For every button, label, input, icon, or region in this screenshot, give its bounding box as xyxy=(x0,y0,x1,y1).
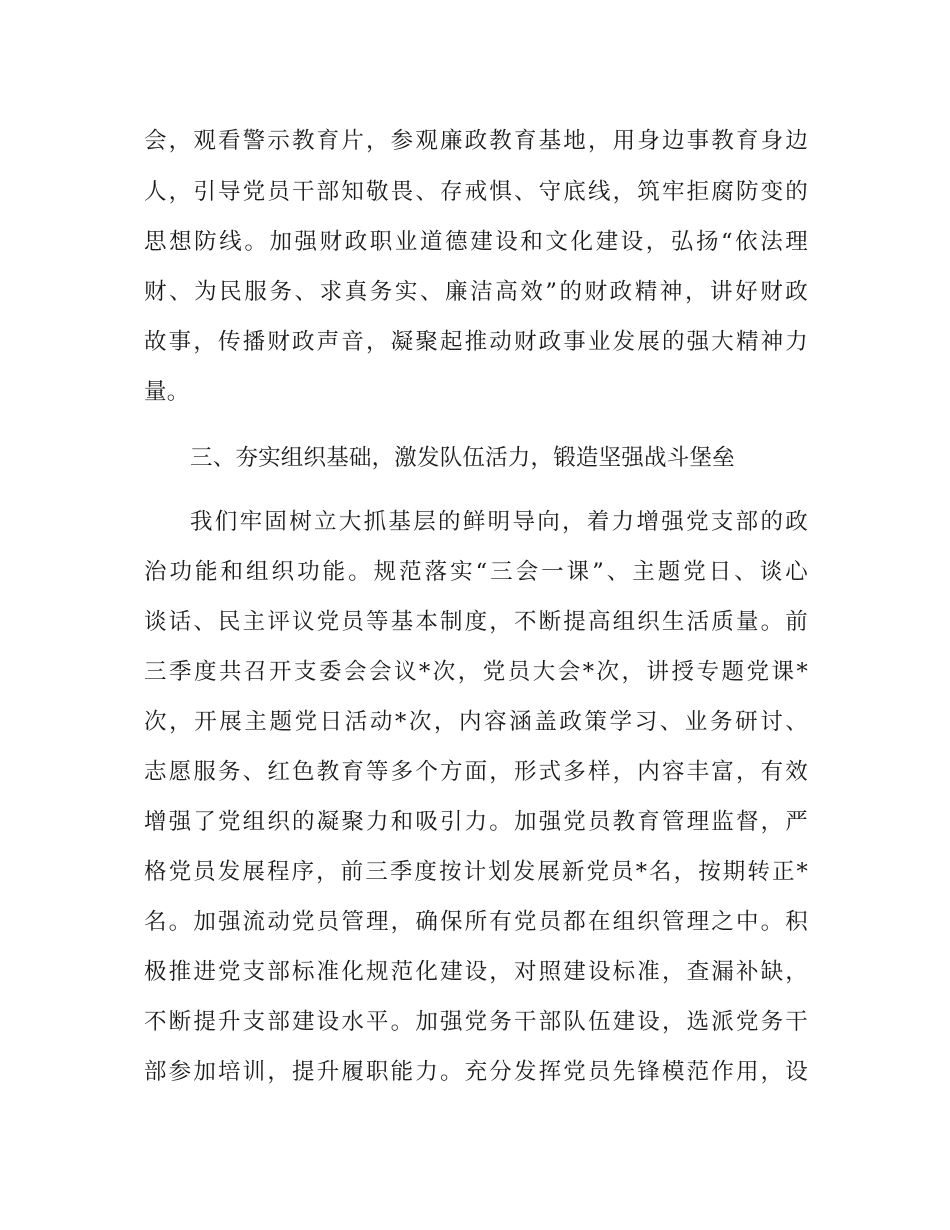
paragraph-line: 会，观看警示教育片，参观廉政教育基地，用身边事教育身边 xyxy=(144,128,808,154)
paragraph-line: 志愿服务、红色教育等多个方面，形式多样，内容丰富，有效 xyxy=(144,759,808,785)
paragraph-line: 量。 xyxy=(144,379,190,405)
paragraph-line: 增强了党组织的凝聚力和吸引力。加强党员教育管理监督，严 xyxy=(144,809,808,835)
paragraph-line: 谈话、民主评议党员等基本制度，不断提高组织生活质量。前 xyxy=(144,609,808,635)
section-heading: 三、夯实组织基础，激发队伍活力，锻造坚强战斗堡垒 xyxy=(190,445,735,471)
paragraph-line-indented: 我们牢固树立大抓基层的鲜明导向，着力增强党支部的政 xyxy=(190,509,808,535)
paragraph-line: 治功能和组织功能。规范落实“三会一课”、主题党日、谈心 xyxy=(144,559,808,585)
paragraph-line: 部参加培训，提升履职能力。充分发挥党员先锋模范作用，设 xyxy=(144,1059,808,1085)
paragraph-line: 名。加强流动党员管理，确保所有党员都在组织管理之中。积 xyxy=(144,909,808,935)
paragraph-line: 次，开展主题党日活动*次，内容涵盖政策学习、业务研讨、 xyxy=(144,709,808,735)
paragraph-line: 格党员发展程序，前三季度按计划发展新党员*名，按期转正* xyxy=(144,859,808,885)
paragraph-line: 思想防线。加强财政职业道德建设和文化建设，弘扬“依法理 xyxy=(144,229,808,255)
paragraph-line: 三季度共召开支委会会议*次，党员大会*次，讲授专题党课* xyxy=(144,659,808,685)
paragraph-line: 极推进党支部标准化规范化建设，对照建设标准，查漏补缺， xyxy=(144,959,808,985)
paragraph-line: 故事，传播财政声音，凝聚起推动财政事业发展的强大精神力 xyxy=(144,329,808,355)
paragraph-line: 不断提升支部建设水平。加强党务干部队伍建设，选派党务干 xyxy=(144,1009,808,1035)
paragraph-line: 人，引导党员干部知敬畏、存戒惧、守底线，筑牢拒腐防变的 xyxy=(144,179,808,205)
paragraph-line: 财、为民服务、求真务实、廉洁高效”的财政精神，讲好财政 xyxy=(144,279,808,305)
